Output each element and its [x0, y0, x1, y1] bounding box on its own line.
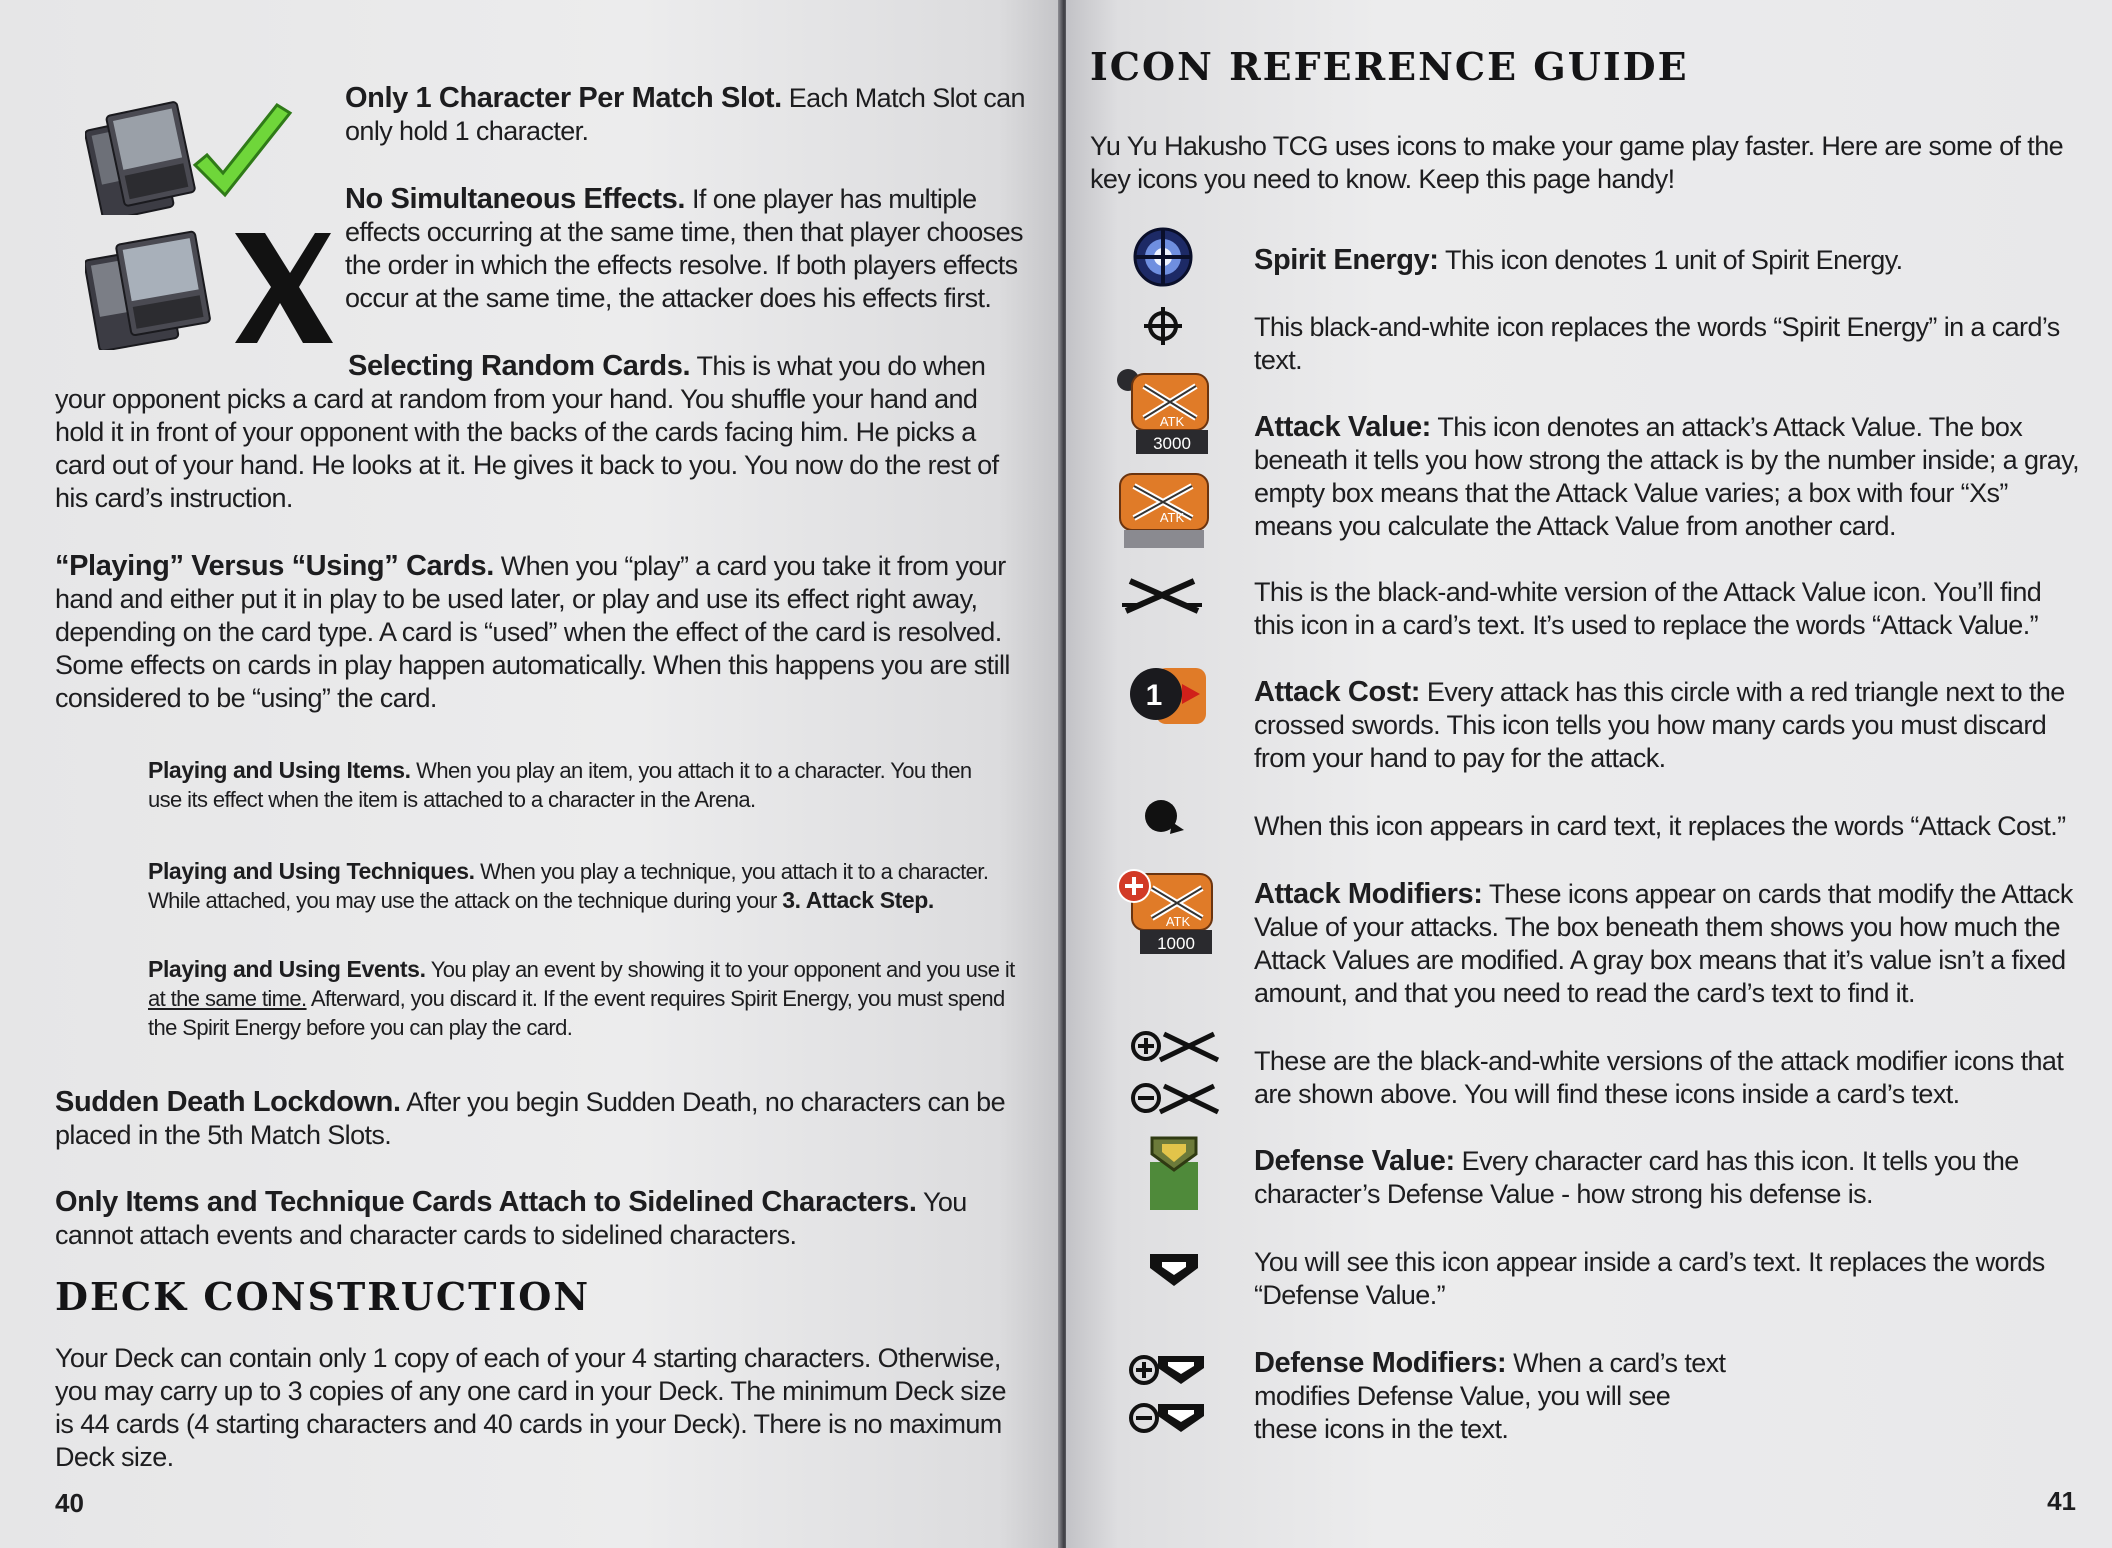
entry-title: Defense Modifiers:	[1254, 1347, 1507, 1379]
attack-cost-bw-icon	[1142, 796, 1186, 840]
mod-value-label: 1000	[1157, 934, 1195, 953]
entry-attack-value	[1254, 411, 2084, 543]
defense-value-bw-icon	[1146, 1250, 1202, 1290]
entry-text: Every attack has this circle with a red triangle next to the crossed swords. This icon tells you how many cards you must discard from your hand to pay for the attack.	[1254, 677, 2065, 773]
attack-value-icon	[1114, 366, 1214, 458]
rule-text: Each Match Slot can only hold 1 character.	[345, 83, 1025, 146]
icon-reference-heading: ICON REFERENCE GUIDE	[1090, 44, 1689, 89]
rule-sudden-death	[55, 1086, 1015, 1152]
rule-text: If one player has multiple effects occurring at the same time, then that player chooses the order in which the effects resolve. If both players effects occur at the same time, the attacker does his effects first.	[345, 184, 1023, 313]
rule-title: Only 1 Character Per Match Slot.	[345, 82, 782, 114]
attack-step-label: 3. Attack Step.	[782, 887, 934, 913]
rule-one-character	[345, 82, 1025, 148]
rule-text: When you play an item, you attach it to a character. You then use its effect when the item is attached to a character in the Arena.	[148, 758, 972, 812]
rule-text: After you begin Sudden Death, no characters can be placed in the 5th Match Slots.	[55, 1087, 1006, 1150]
entry-text: When a card’s text modifies Defense Value, you will see these icons in the text.	[1254, 1348, 1726, 1444]
entry-text: This icon denotes 1 unit of Spirit Energy.	[1444, 245, 1903, 275]
attack-plus-bw-icon	[1130, 1026, 1220, 1066]
attack-minus-bw-icon	[1130, 1078, 1220, 1118]
attack-value-bw-icon	[1120, 575, 1204, 617]
invalid-card-x-illustration	[85, 225, 335, 350]
entry-attack-cost	[1254, 676, 2084, 775]
entry-title: Spirit Energy:	[1254, 244, 1439, 276]
entry-title: Attack Value:	[1254, 411, 1431, 443]
rule-title: No Simultaneous Effects.	[345, 183, 686, 215]
entry-attack-modifiers	[1254, 878, 2084, 1010]
rule-text: You cannot attach events and character cards to sidelined characters.	[55, 1187, 967, 1250]
rule-no-simultaneous	[345, 183, 1025, 315]
entry-text: This black-and-white icon replaces the words “Spirit Energy” in a card’s text.	[1254, 312, 2060, 375]
entry-text: You will see this icon appear inside a card’s text. It replaces the words “Defense Value.”	[1254, 1247, 2045, 1310]
rule-playing-using	[55, 550, 1035, 715]
spirit-energy-bw-icon	[1143, 306, 1183, 346]
intro-text: Yu Yu Hakusho TCG uses icons to make your game play faster. Here are some of the key icons you need to know. Keep this page handy!	[1090, 131, 2064, 194]
attack-modifier-icon	[1114, 866, 1218, 960]
rule-title: Selecting Random Cards.	[348, 350, 691, 382]
rule-events	[148, 955, 1023, 1042]
rule-title: “Playing” Versus “Using” Cards.	[55, 550, 494, 582]
deck-construction-text: Your Deck can contain only 1 copy of each of your 4 starting characters. Otherwise, you may carry up to 3 copies of any one card in your Deck. The minimum Deck size is 44 cards (4 starting characters and 40 cards in your Deck). There is no maximum Deck size.	[55, 1343, 1006, 1472]
rule-text: You play an event by showing it to your opponent and you use it	[430, 957, 1015, 982]
atk-label: ATK	[1159, 414, 1185, 429]
entry-defense-value	[1254, 1145, 2084, 1211]
entry-attack-cost-bw	[1254, 810, 2084, 843]
page-number: 40	[55, 1488, 84, 1518]
rule-title: Only Items and Technique Cards Attach to Sidelined Characters.	[55, 1186, 917, 1218]
rule-items	[148, 756, 1008, 814]
rule-title: Sudden Death Lockdown.	[55, 1086, 401, 1118]
attack-cost-icon	[1126, 660, 1210, 738]
entry-title: Defense Value:	[1254, 1145, 1455, 1177]
entry-spirit-bw	[1254, 311, 2074, 377]
entry-text: Every character card has this icon. It tells you the character’s Defense Value - how strong his defense is.	[1254, 1146, 2019, 1209]
rule-title: Playing and Using Events.	[148, 956, 426, 982]
rule-text: When you “play” a card you take it from your hand and either put it in play to be used later, or play and use its effect right away, depending on the card type. A card is “used” when the effect of the card is resolved. Some effects on cards in play happen automatically. When this happens you are still considered to be “using” the card.	[55, 551, 1010, 713]
entry-text: When this icon appears in card text, it replaces the words “Attack Cost.”	[1254, 811, 2066, 841]
defense-plus-bw-icon	[1128, 1350, 1208, 1390]
entry-spirit-energy	[1254, 244, 2074, 277]
entry-title: Attack Modifiers:	[1254, 878, 1483, 910]
entry-attack-bw	[1254, 576, 2084, 642]
entry-text: This icon denotes an attack’s Attack Value. The box beneath it tells you how strong the attack is by the number inside; a gray, empty box means that the Attack Value varies; a box with four “Xs” means you calculate the Attack Value from another card.	[1254, 412, 2079, 541]
entry-defense-modifiers	[1254, 1347, 1734, 1446]
cost-value-label: 1	[1145, 679, 1163, 712]
rule-title: Playing and Using Techniques.	[148, 858, 475, 884]
page-number: 41	[2047, 1486, 2076, 1516]
atk-value-label: 3000	[1153, 434, 1191, 453]
deck-construction-heading: DECK CONSTRUCTION	[55, 1274, 591, 1319]
rule-text: When you play a technique, you attach it to a character. While attached, you may use the attack on the technique during your	[148, 859, 989, 913]
entry-text: These icons appear on cards that modify the Attack Value of your attacks. The box beneath them shows you how much the Attack Values are modified. A gray box means that it’s value isn’t a fixed amount, and that you need to read the card’s text to find it.	[1254, 879, 2073, 1008]
rule-techniques	[148, 857, 1023, 915]
rule-text: Afterward, you discard it. If the event requires Spirit Energy, you must spend the Spirit Energy before you can play the card.	[148, 986, 1005, 1040]
page-41	[1066, 0, 2112, 1548]
entry-attack-mod-bw	[1254, 1045, 2084, 1111]
defense-value-icon	[1146, 1132, 1202, 1212]
spirit-energy-icon	[1132, 226, 1194, 288]
atk-label: ATK	[1165, 914, 1191, 929]
rule-text: This is what you do when your opponent picks a card at random from your hand. You shuffle your hand and hold it in front of your opponent with the backs of the cards facing him. He picks a card out of your hand. He looks at it. He gives it back to you. You now do the rest of his card’s instruction.	[55, 351, 999, 513]
entry-text: These are the black-and-white versions of the attack modifier icons that are shown above. You will find these icons inside a card’s text.	[1254, 1046, 2064, 1109]
valid-card-check-illustration	[85, 95, 305, 215]
rule-random-cards	[55, 350, 1030, 515]
rule-sidelined	[55, 1186, 1015, 1252]
atk-label: ATK	[1159, 510, 1185, 525]
underlined-text: at the same time.	[148, 986, 307, 1011]
rule-title: Playing and Using Items.	[148, 757, 411, 783]
entry-title: Attack Cost:	[1254, 676, 1420, 708]
entry-text: This is the black-and-white version of the Attack Value icon. You’ll find this icon in a card’s text. It’s used to replace the words “Attack Value.”	[1254, 577, 2042, 640]
attack-value-empty-icon	[1114, 470, 1214, 550]
entry-defense-bw	[1254, 1246, 2084, 1312]
defense-minus-bw-icon	[1128, 1398, 1208, 1438]
